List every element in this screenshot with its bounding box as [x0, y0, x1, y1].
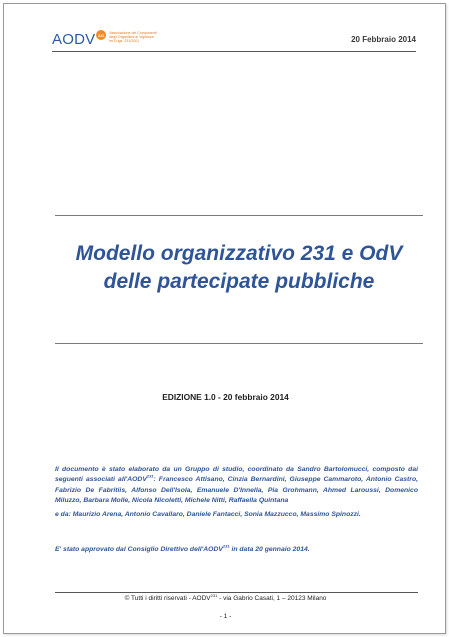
logo-wordmark: AODV	[52, 31, 96, 48]
title-line-2: delle partecipate pubbliche	[103, 270, 375, 293]
authors-paragraph	[55, 465, 418, 507]
logo-caption-line: Associazione dei Componenti	[109, 31, 157, 35]
address-text: - via Gabrio Casati, 1 – 20123 Milano	[217, 595, 327, 602]
logo-caption	[109, 31, 156, 44]
header-date: 20 Febbraio 2014	[351, 35, 416, 44]
logo-caption-line: degli Organismi di Vigilanza	[109, 35, 154, 40]
document-title	[44, 240, 434, 296]
title-rule-bottom	[55, 343, 423, 344]
title-rule-top	[55, 215, 423, 216]
logo-caption-line: ex D.lgs. 231/2001	[109, 39, 140, 44]
footer-copyright	[4, 592, 447, 602]
footer-divider	[55, 592, 418, 593]
document-page	[3, 3, 446, 634]
additional-authors: e da: Maurizio Arena, Antonio Cavallaro, Daniele Fantacci, Sonia Mazzucco, Massimo Spinozzi.	[55, 511, 361, 518]
edition-label: EDIZIONE 1.0 - 20 febbraio 2014	[162, 392, 289, 402]
aodv-superscript: 231	[222, 543, 230, 549]
page-header	[52, 29, 416, 49]
aodv-logo	[52, 29, 157, 49]
authors-list: : Francesco Attisano, Cinzia Bernardini, Giuseppe Cammaroto, Antonio Castro, Fabrizio De Fabritiis, Alfonso Dell'Isola, Emanuele D'Innella, Pia Grohmann, Ahmed Laroussi, Domenico Miluzzo, Barbara Molle, Nicola Nicoletti, Michele Nitti, Raffaella Quintana	[55, 476, 418, 505]
aodv-superscript: 231	[146, 474, 154, 480]
approval-note	[55, 545, 418, 555]
approval-date: in data 20 gennaio 2014.	[229, 546, 310, 553]
header-divider	[52, 51, 416, 52]
aodv-superscript: 231	[210, 592, 218, 598]
title-line-1: Modello organizzativo 231 e OdV	[75, 242, 403, 265]
page-number: - 1 -	[219, 613, 232, 620]
authors-intro: Il documento è stato elaborato da un Gruppo di studio, coordinato da Sandro Bartolomucci, composto dai seguenti associati all'AODV	[55, 466, 418, 484]
logo-badge-icon: 231	[96, 30, 106, 40]
copyright-text: © Tutti i diritti riservati - AODV	[124, 595, 211, 602]
approval-text: E' stato approvato dal Consiglio Direttivo dell'AODV	[55, 546, 223, 553]
